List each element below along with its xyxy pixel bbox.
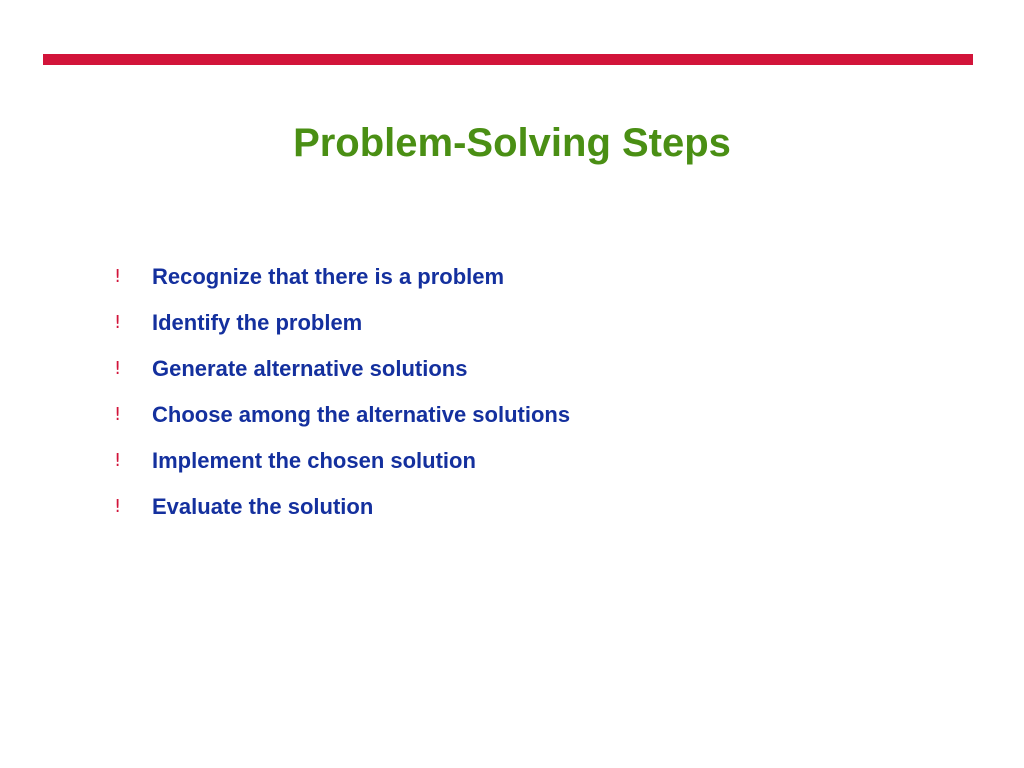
top-accent-rule	[43, 54, 973, 65]
bullet-list	[112, 254, 570, 530]
bullet-marker-icon: !	[114, 358, 122, 379]
list-item	[112, 438, 570, 484]
list-item	[112, 392, 570, 438]
list-item	[112, 254, 570, 300]
bullet-text: Evaluate the solution	[152, 494, 374, 519]
bullet-marker-icon: !	[114, 266, 122, 287]
slide-title: Problem-Solving Steps	[293, 121, 731, 165]
list-item	[112, 346, 570, 392]
bullet-marker-icon: !	[114, 404, 122, 425]
bullet-marker-icon: !	[114, 450, 122, 471]
bullet-text: Identify the problem	[152, 310, 363, 335]
bullet-text: Generate alternative solutions	[152, 356, 468, 381]
list-item	[112, 484, 570, 530]
list-item	[112, 300, 570, 346]
bullet-marker-icon: !	[114, 312, 122, 333]
bullet-marker-icon: !	[114, 496, 122, 517]
bullet-text: Recognize that there is a problem	[152, 264, 505, 289]
bullet-text: Implement the chosen solution	[152, 448, 476, 473]
bullet-text: Choose among the alternative solutions	[152, 402, 571, 427]
